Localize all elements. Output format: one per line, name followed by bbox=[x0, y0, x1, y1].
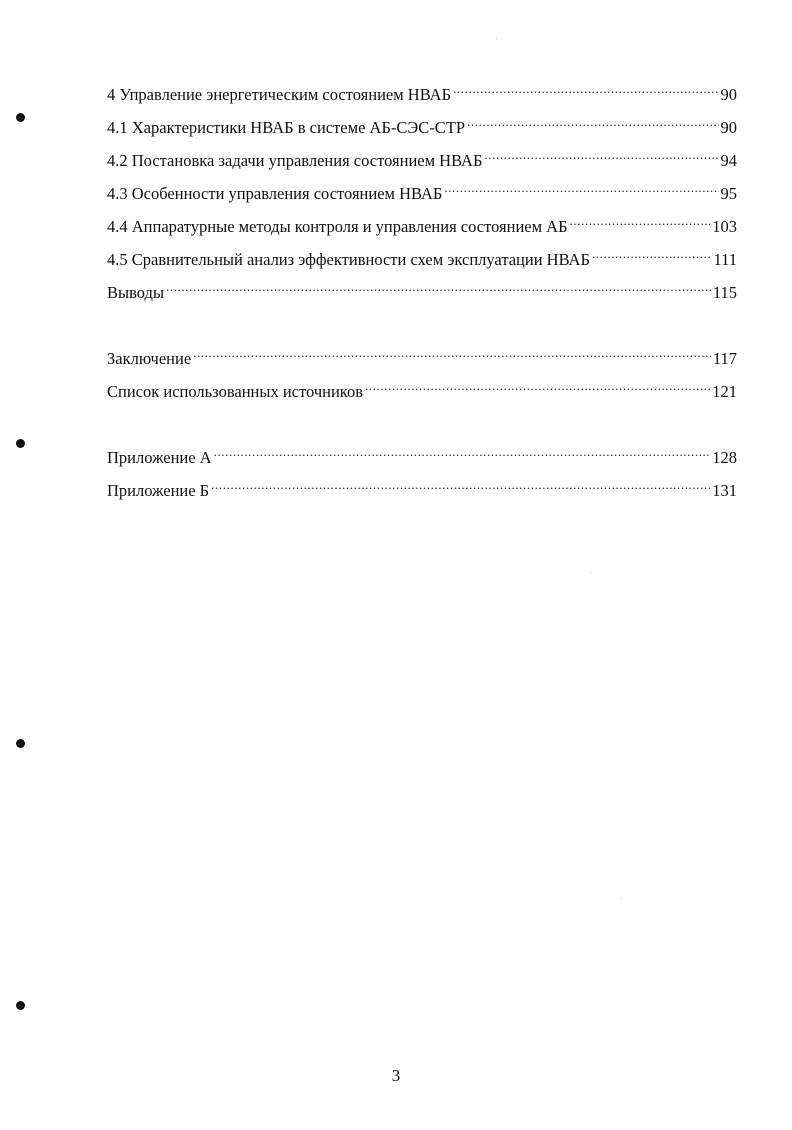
toc-entry[interactable] bbox=[107, 76, 737, 104]
toc-entry[interactable] bbox=[107, 109, 737, 137]
toc-entry-title: 4.1 Характеристики НВАБ в системе АБ-СЭС-СТР bbox=[107, 118, 466, 137]
page-number: 3 bbox=[391, 1066, 401, 1085]
toc-entry-page: 121 bbox=[712, 382, 737, 401]
toc-entry-page: 128 bbox=[712, 448, 737, 467]
toc-entry[interactable] bbox=[107, 373, 737, 401]
toc-entry-page: 115 bbox=[712, 283, 737, 302]
toc-entry-title: Приложение Б bbox=[107, 481, 210, 500]
toc-entry[interactable] bbox=[107, 439, 737, 467]
toc-entry-title: Приложение А bbox=[107, 448, 212, 467]
toc-entry-title: 4.2 Постановка задачи управления состоянием НВАБ bbox=[107, 151, 483, 170]
toc-entry-title: Выводы bbox=[107, 283, 165, 302]
toc-entry-page: 94 bbox=[720, 151, 737, 170]
toc-entry-page: 117 bbox=[712, 349, 737, 368]
toc-dot-leader bbox=[453, 76, 718, 100]
toc-entry-title: 4.4 Аппаратурные методы контроля и управления состоянием АБ bbox=[107, 217, 568, 236]
toc-entry-title: Список использованных источников bbox=[107, 382, 363, 401]
toc-entry-page: 90 bbox=[720, 85, 737, 104]
toc-entry[interactable] bbox=[107, 274, 737, 302]
toc-entry-title: 4 Управление энергетическим состоянием НВАБ bbox=[107, 85, 452, 104]
toc-dot-leader bbox=[570, 208, 711, 232]
toc-entry[interactable] bbox=[107, 241, 737, 269]
toc-entry-page: 131 bbox=[712, 481, 737, 500]
scan-speck bbox=[621, 898, 622, 899]
toc-entry-page: 111 bbox=[713, 250, 737, 269]
toc-dot-leader bbox=[592, 241, 712, 265]
toc-dot-leader bbox=[193, 340, 711, 364]
binder-hole-mark bbox=[16, 113, 25, 122]
binder-hole-mark bbox=[16, 439, 25, 448]
toc-entry[interactable] bbox=[107, 472, 737, 500]
toc-entry-title: Заключение bbox=[107, 349, 192, 368]
toc-entry-page: 90 bbox=[720, 118, 737, 137]
toc-dot-leader bbox=[444, 175, 718, 199]
toc-entry-title: 4.5 Сравнительный анализ эффективности схем эксплуатации НВАБ bbox=[107, 250, 590, 269]
binder-hole-mark bbox=[16, 1001, 25, 1010]
binder-hole-mark bbox=[16, 739, 25, 748]
toc-dot-leader bbox=[467, 109, 718, 133]
toc-dot-leader bbox=[214, 439, 711, 463]
toc-dot-leader bbox=[166, 274, 711, 298]
toc-dot-leader bbox=[365, 373, 710, 397]
toc-entry-title: 4.3 Особенности управления состоянием НВАБ bbox=[107, 184, 443, 203]
toc-dot-leader bbox=[211, 472, 710, 496]
toc-dot-leader bbox=[484, 142, 718, 166]
scan-speck bbox=[496, 38, 497, 39]
toc-entry[interactable] bbox=[107, 340, 737, 368]
scan-speck bbox=[590, 572, 591, 573]
toc-entry[interactable] bbox=[107, 175, 737, 203]
toc-entry[interactable] bbox=[107, 208, 737, 236]
toc-entry-page: 95 bbox=[720, 184, 737, 203]
toc-entry-page: 103 bbox=[712, 217, 737, 236]
toc-entry[interactable] bbox=[107, 142, 737, 170]
